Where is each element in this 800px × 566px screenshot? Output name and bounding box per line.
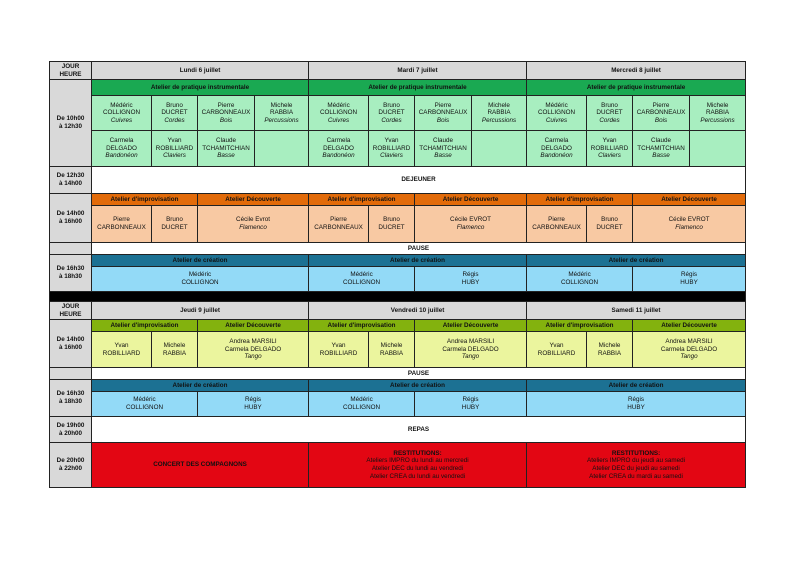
teacher-cell: Médéric COLLIGNON Cuivres (527, 96, 587, 131)
day-header: Mardi 7 juillet (309, 62, 527, 80)
teacher-cell: Bruno DUCRET (587, 206, 633, 243)
pause-row (50, 243, 746, 255)
teacher-cell: Pierre CARBONNEAUX (527, 206, 587, 243)
teacher-cell: Michele RABBIA Percussions (690, 96, 746, 131)
afternoon-content-row (50, 332, 746, 368)
pause-label: PAUSE (92, 243, 746, 255)
teacher-cell: Bruno DUCRET Cordes (587, 96, 633, 131)
impro-title: Atelier d'improvisation (92, 194, 198, 206)
hour-cell (50, 243, 92, 255)
teacher-cell: Carmela DELGADO Bandonéon (527, 131, 587, 167)
hour-cell (50, 368, 92, 380)
teacher-cell: Yvan ROBILLIARD (92, 332, 152, 368)
afternoon-title-row (50, 320, 746, 332)
decouverte-title: Atelier Découverte (633, 194, 746, 206)
workshop-title: Atelier de pratique instrumentale (92, 80, 309, 96)
pause-row (50, 368, 746, 380)
creation-title: Atelier de création (92, 380, 309, 392)
teacher-cell: Médéric COLLIGNON (92, 392, 198, 417)
dinner-row (50, 417, 746, 443)
decouverte-title: Atelier Découverte (415, 194, 527, 206)
teacher-cell: Régis HUBY (415, 392, 527, 417)
teacher-cell: Andrea MARSILI Carmela DELGADO Tango (198, 332, 309, 368)
hour-cell: De 20h00 à 22h00 (50, 443, 92, 488)
impro-title: Atelier d'improvisation (527, 194, 633, 206)
jour-heure-header: JOUR HEURE (50, 62, 92, 80)
teacher-cell: Bruno DUCRET Cordes (152, 96, 198, 131)
teacher-cell: Pierre CARBONNEAUX Bois (633, 96, 690, 131)
restitution-cell: RESTITUTIONS: Ateliers IMPRO du jeudi au samedi Atelier DEC du jeudi au samedi Atelier CREA du mardi au samedi (527, 443, 746, 488)
afternoon-title-row (50, 194, 746, 206)
teacher-cell: Pierre CARBONNEAUX (309, 206, 369, 243)
teacher-cell: Bruno DUCRET (152, 206, 198, 243)
creation-title: Atelier de création (92, 255, 309, 267)
creation-title-row (50, 255, 746, 267)
teacher-cell: Michele RABBIA (152, 332, 198, 368)
restitution-cell: RESTITUTIONS: Ateliers IMPRO du lundi au mercredi Atelier DEC du lundi au vendredi Atelier CREA du lundi au vendredi (309, 443, 527, 488)
creation-title: Atelier de création (309, 255, 527, 267)
teacher-cell: Médéric COLLIGNON (527, 267, 633, 292)
decouverte-title: Atelier Découverte (633, 320, 746, 332)
hour-cell: De 10h00 à 12h30 (50, 80, 92, 167)
teacher-cell: Michele RABBIA (369, 332, 415, 368)
impro-title: Atelier d'improvisation (309, 320, 415, 332)
week1-header-row (50, 62, 746, 80)
teacher-cell: Michele RABBIA Percussions (472, 96, 527, 131)
decouverte-title: Atelier Découverte (198, 194, 309, 206)
teacher-cell: Pierre CARBONNEAUX Bois (415, 96, 472, 131)
creation-title: Atelier de création (527, 380, 746, 392)
week-separator (50, 292, 746, 302)
empty-cell (690, 131, 746, 167)
day-header: Jeudi 9 juillet (92, 302, 309, 320)
teacher-cell: Cécile EVROT Flamenco (633, 206, 746, 243)
week2-header-row (50, 302, 746, 320)
teacher-cell: Bruno DUCRET Cordes (369, 96, 415, 131)
teacher-cell: Régis HUBY (633, 267, 746, 292)
teacher-cell: Carmela DELGADO Bandonéon (92, 131, 152, 167)
instrumental-row-1 (50, 96, 746, 131)
teacher-cell: Cécile EVROT Flamenco (415, 206, 527, 243)
teacher-cell: Andrea MARSILI Carmela DELGADO Tango (633, 332, 746, 368)
day-header: Mercredi 8 juillet (527, 62, 746, 80)
teacher-cell: Régis HUBY (415, 267, 527, 292)
hour-cell: De 19h00 à 20h00 (50, 417, 92, 443)
hour-cell: De 12h30 à 14h00 (50, 167, 92, 194)
teacher-cell: Cécile Evrot Flamenco (198, 206, 309, 243)
teacher-cell: Yvan ROBILLIARD Claviers (587, 131, 633, 167)
teacher-cell: Yvan ROBILLIARD (309, 332, 369, 368)
hour-cell: De 14h00 à 16h00 (50, 320, 92, 368)
workshop-title: Atelier de pratique instrumentale (309, 80, 527, 96)
teacher-cell: Michele RABBIA (587, 332, 633, 368)
hour-cell: De 14h00 à 16h00 (50, 194, 92, 243)
teacher-cell: Claude TCHAMITCHIAN Basse (198, 131, 255, 167)
teacher-cell: Médéric COLLIGNON (309, 392, 415, 417)
dinner-label: REPAS (92, 417, 746, 443)
creation-title: Atelier de création (309, 380, 527, 392)
teacher-cell: Médéric COLLIGNON Cuivres (309, 96, 369, 131)
lunch-row (50, 167, 746, 194)
jour-heure-header: JOUR HEURE (50, 302, 92, 320)
impro-title: Atelier d'improvisation (92, 320, 198, 332)
teacher-cell: Yvan ROBILLIARD Claviers (152, 131, 198, 167)
teacher-cell: Yvan ROBILLIARD Claviers (369, 131, 415, 167)
concert-cell: CONCERT DES COMPAGNONS (92, 443, 309, 488)
hour-cell: De 16h30 à 18h30 (50, 255, 92, 292)
impro-title: Atelier d'improvisation (527, 320, 633, 332)
teacher-cell: Bruno DUCRET (369, 206, 415, 243)
teacher-cell: Médéric COLLIGNON (309, 267, 415, 292)
day-header: Vendredi 10 juillet (309, 302, 527, 320)
impro-title: Atelier d'improvisation (309, 194, 415, 206)
empty-cell (255, 131, 309, 167)
teacher-cell: Michele RABBIA Percussions (255, 96, 309, 131)
creation-content-row (50, 267, 746, 292)
schedule-table (49, 61, 746, 488)
creation-title: Atelier de création (527, 255, 746, 267)
evening-row (50, 443, 746, 488)
instrumental-title-row (50, 80, 746, 96)
teacher-cell: Régis HUBY (527, 392, 746, 417)
teacher-cell: Carmela DELGADO Bandonéon (309, 131, 369, 167)
teacher-cell: Claude TCHAMITCHIAN Basse (633, 131, 690, 167)
empty-cell (472, 131, 527, 167)
teacher-cell: Régis HUBY (198, 392, 309, 417)
workshop-title: Atelier de pratique instrumentale (527, 80, 746, 96)
teacher-cell: Pierre CARBONNEAUX Bois (198, 96, 255, 131)
decouverte-title: Atelier Découverte (198, 320, 309, 332)
decouverte-title: Atelier Découverte (415, 320, 527, 332)
teacher-cell: Pierre CARBONNEAUX (92, 206, 152, 243)
creation-content-row (50, 392, 746, 417)
afternoon-content-row (50, 206, 746, 243)
teacher-cell: Yvan ROBILLIARD (527, 332, 587, 368)
pause-label: PAUSE (92, 368, 746, 380)
lunch-label: DEJEUNER (92, 167, 746, 194)
teacher-cell: Médéric COLLIGNON Cuivres (92, 96, 152, 131)
creation-title-row (50, 380, 746, 392)
teacher-cell: Andrea MARSILI Carmela DELGADO Tango (415, 332, 527, 368)
teacher-cell: Claude TCHAMITCHIAN Basse (415, 131, 472, 167)
hour-cell: De 16h30 à 18h30 (50, 380, 92, 417)
teacher-cell: Médéric COLLIGNON (92, 267, 309, 292)
day-header: Samedi 11 juillet (527, 302, 746, 320)
instrumental-row-2 (50, 131, 746, 167)
day-header: Lundi 6 juillet (92, 62, 309, 80)
